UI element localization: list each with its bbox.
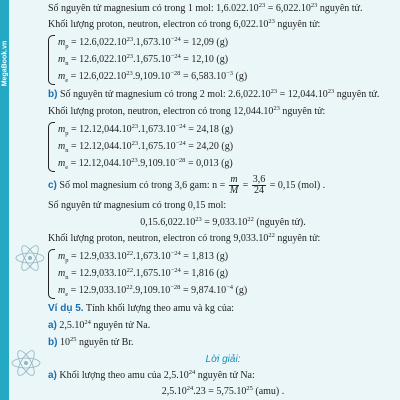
- solution-part-a: a) Khối lượng theo amu của 2,5.10$^{24}$ nguyên tử Na:: [48, 369, 255, 381]
- line-mass-intro-2: Khối lượng proton, neutron, electron có trong 12,044.10$^{23}$ nguyên tử:: [48, 105, 326, 117]
- atom-decoration: [10, 218, 48, 398]
- example-5-heading: Ví dụ 5. Tính khối lượng theo amu và kg của:: [48, 303, 235, 314]
- line-part-c: c) Số mol magnesium có trong 3,6 gam: n = $\frac{m}{M}$ = $\frac{3,6}{24}$ = 0,15 (mol) .: [48, 174, 326, 197]
- brand-logo: [0, 34, 9, 98]
- solution-heading: Lời giải:: [205, 354, 241, 365]
- line-atoms-015: Số nguyên tử magnesium có trong 0,15 mol:: [48, 200, 227, 211]
- line-part-b: b) Số nguyên tử magnesium có trong 2 mol: $2.6,022.10^{23} = 12,044.10^{23}$ nguyên tử.: [48, 88, 380, 100]
- line-mass-intro-1: Khối lượng proton, neutron, electron có trong 6,022.10$^{23}$ nguyên tử:: [48, 18, 321, 30]
- line-mass-intro-3: Khối lượng proton, neutron, electron có trong 9,033.10$^{22}$ nguyên tử:: [48, 232, 321, 244]
- brand-text: MegaBook.vn: [1, 40, 9, 87]
- example-5-part-a: a) 2,5.10$^{24}$ nguyên tử Na.: [48, 319, 151, 331]
- equation-system-1: $m_p = 12.6,022.10^{23}.1,673.10^{-24} = 12,09$ (g) $m_n = 12.6,022.10^{23}.1,675.10^{-24} = 12,10$ (g) $m_e = 12.6,022.10^{23}.9,109.10^{-28} = 6,583.10^{-3}$ (g): [48, 33, 398, 85]
- line-atoms-result: $0,15.6,022.10^{23} = 9,033.10^{22}$ (nguyên tử).: [140, 216, 306, 228]
- solution-result-amu: $2,5.10^{24}.23 = 5,75.10^{25}$ (amu) .: [161, 385, 285, 397]
- line-atoms-1mol: Số nguyên tử magnesium có trong 1 mol: $1,6.022.10^{23} = 6,022.10^{23}$ nguyên tử.: [48, 2, 363, 14]
- example-5-part-b: b) $10^{25}$ nguyên tử Br.: [48, 336, 134, 348]
- equation-system-2: $m_p = 12.12,044.10^{23}.1,673.10^{-24} = 24,18$ (g) $m_n = 12.12,044.10^{23}.1,675.10^{-24} = 24,20$ (g) $m_e = 12.12,044.10^{23}.9,109.10^{-28} = 0,013$ (g): [48, 120, 398, 172]
- document-page: [48, 0, 398, 400]
- equation-system-3: $m_p = 12.9,033.10^{22}.1,673.10^{-24} = 1,813$ (g) $m_n = 12.9,033.10^{22}.1,675.10^{-24} = 1,816$ (g) $m_e = 12.9,033.10^{22}.9,109.10^{-28} = 9,874.10^{-4}$ (g): [48, 247, 398, 299]
